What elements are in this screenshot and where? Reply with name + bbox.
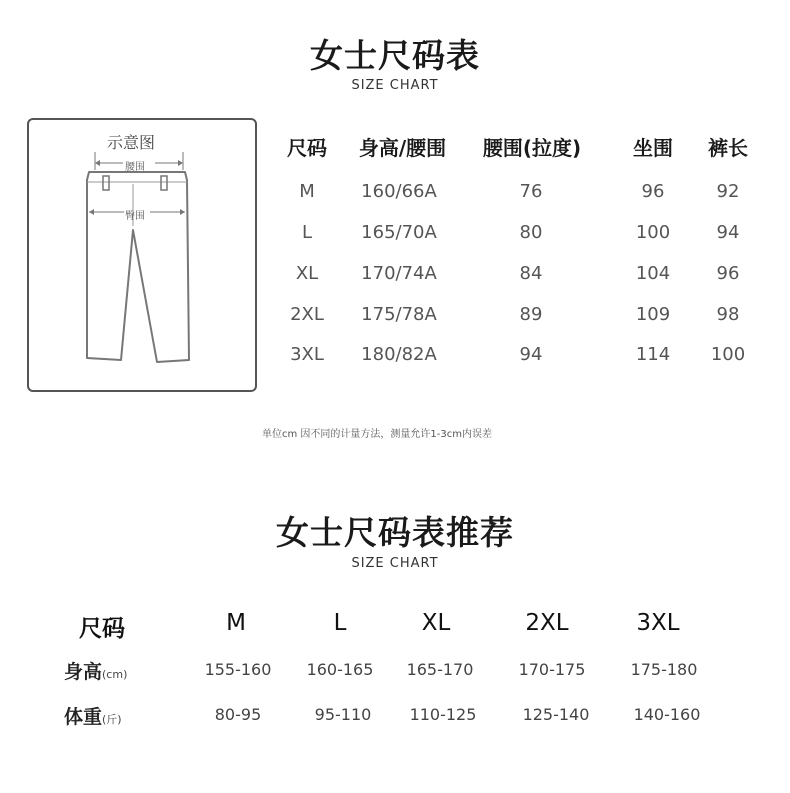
pants-diagram-box — [27, 118, 257, 392]
table-cell: 96 — [716, 263, 740, 284]
rec-weight-label — [64, 702, 122, 729]
rec-height-cell: 160-165 — [306, 660, 374, 679]
rec-size-l: L — [333, 610, 347, 636]
size-chart-title: 女士尺码表 — [310, 36, 480, 75]
table-cell: 98 — [716, 304, 740, 325]
rec-height-cell: 170-175 — [518, 660, 586, 679]
rec-weight-cell: 80-95 — [214, 705, 262, 724]
header-length: 裤长 — [708, 136, 748, 160]
hip-label: 臀围 — [125, 211, 145, 222]
table-cell: L — [301, 222, 313, 243]
rec-size-m: M — [226, 610, 246, 636]
rec-weight-cell: 95-110 — [314, 705, 372, 724]
table-cell: 180/82A — [361, 344, 437, 365]
header-size: 尺码 — [287, 136, 327, 160]
rec-height-unit: (cm) — [102, 668, 128, 681]
rec-weight-label-text: 体重 — [64, 706, 103, 728]
recommendation-title: 女士尺码表推荐 — [276, 513, 514, 552]
rec-weight-cell: 110-125 — [409, 705, 477, 724]
rec-height-cell: 155-160 — [204, 660, 272, 679]
table-cell: 96 — [641, 181, 665, 202]
waist-label: 腰围 — [125, 162, 145, 173]
table-cell: 76 — [519, 181, 543, 202]
table-cell: 100 — [710, 344, 746, 365]
table-cell: 89 — [519, 304, 543, 325]
header-hip: 坐围 — [633, 136, 673, 160]
recommendation-subtitle: SIZE CHART — [351, 556, 439, 571]
rec-header-size: 尺码 — [79, 616, 125, 642]
table-cell: 114 — [635, 344, 671, 365]
table-cell: 165/70A — [361, 222, 437, 243]
rec-height-label-text: 身高 — [64, 661, 103, 683]
rec-height-cell: 175-180 — [630, 660, 698, 679]
table-cell: 170/74A — [361, 263, 437, 284]
rec-size-3xl: 3XL — [636, 610, 680, 636]
measurement-note: 单位cm 因不同的计量方法，测量允许1-3cm内误差 — [262, 429, 492, 440]
table-cell: M — [299, 181, 315, 202]
rec-size-xl: XL — [421, 610, 451, 636]
table-cell: 104 — [635, 263, 671, 284]
table-cell: 175/78A — [361, 304, 437, 325]
rec-height-label — [64, 657, 127, 684]
size-chart-subtitle: SIZE CHART — [351, 78, 439, 93]
diagram-label: 示意图 — [107, 133, 156, 152]
table-cell: 94 — [519, 344, 543, 365]
rec-weight-unit: (斤) — [102, 713, 122, 726]
table-cell: 92 — [716, 181, 740, 202]
table-cell: 84 — [519, 263, 543, 284]
table-cell: 94 — [716, 222, 740, 243]
header-height-waist: 身高/腰围 — [358, 136, 447, 160]
rec-weight-cell: 140-160 — [633, 705, 701, 724]
table-cell: 160/66A — [361, 181, 437, 202]
table-cell: 80 — [519, 222, 543, 243]
table-cell: XL — [295, 263, 319, 284]
table-cell: 100 — [635, 222, 671, 243]
table-cell: 2XL — [290, 304, 324, 325]
rec-weight-cell: 125-140 — [522, 705, 590, 724]
table-cell: 3XL — [290, 344, 324, 365]
table-cell: 109 — [635, 304, 671, 325]
rec-size-2xl: 2XL — [525, 610, 569, 636]
header-waist-stretch: 腰围(拉度) — [482, 136, 582, 160]
rec-height-cell: 165-170 — [406, 660, 474, 679]
